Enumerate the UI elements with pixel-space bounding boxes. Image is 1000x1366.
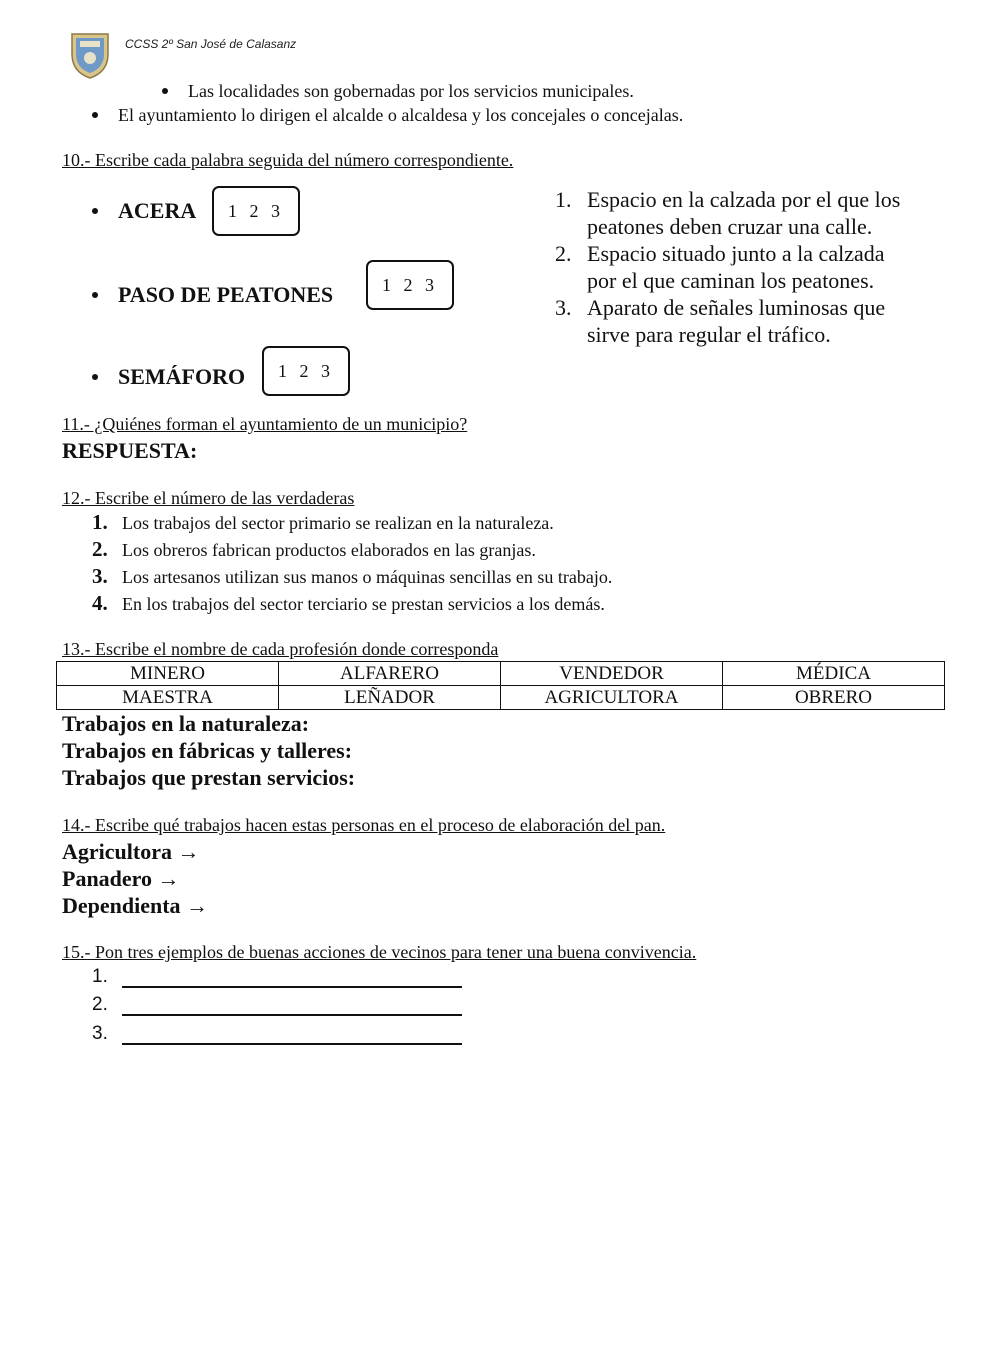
- q10-title: 10.- Escribe cada palabra seguida del número correspondiente.: [62, 150, 514, 170]
- table-cell: ALFARERO: [279, 662, 501, 686]
- q12-list: [92, 510, 892, 618]
- answer-line[interactable]: [122, 1027, 462, 1045]
- profession-table: [56, 661, 945, 710]
- table-cell: VENDEDOR: [501, 662, 723, 686]
- table-cell: LEÑADOR: [279, 686, 501, 710]
- q15-title: 15.- Pon tres ejemplos de buenas acciones de vecinos para tener una buena convivencia.: [62, 942, 697, 962]
- q10-item-semaforo: SEMÁFORO: [92, 364, 245, 390]
- category-servicios: Trabajos que prestan servicios:: [62, 765, 356, 790]
- q15-item-1: 1.: [92, 966, 462, 988]
- bullet-icon: [92, 112, 98, 118]
- q10-item-paso-peatones: PASO DE PEATONES: [92, 282, 333, 308]
- q13-title: 13.- Escribe el nombre de cada profesión donde corresponda: [62, 639, 499, 659]
- q12-item-3: 3. Los artesanos utilizan sus manos o máquinas sencillas en su trabajo.: [92, 564, 613, 588]
- definition-1: 1. Espacio en la calzada por el que los peatones deben cruzar una calle.: [555, 187, 901, 239]
- q12-item-4: 4. En los trabajos del sector terciario se prestan servicios a los demás.: [92, 591, 605, 615]
- bullet-icon: [92, 374, 98, 380]
- table-cell: OBRERO: [723, 686, 945, 710]
- q14-person-panadero: Panadero →: [62, 866, 180, 891]
- table-row: [57, 686, 945, 710]
- arrow-right-icon: →: [177, 839, 200, 864]
- header-school-name: CCSS 2º San José de Calasanz: [125, 37, 297, 51]
- table-cell: MAESTRA: [57, 686, 279, 710]
- arrow-right-icon: →: [157, 866, 180, 891]
- q10-definitions: [555, 186, 915, 348]
- category-naturaleza: Trabajos en la naturaleza:: [62, 711, 310, 736]
- school-crest-logo: [70, 32, 110, 80]
- q15-item-3: 3.: [92, 1023, 462, 1045]
- answer-line[interactable]: [122, 998, 462, 1016]
- q11-title: 11.- ¿Quiénes forman el ayuntamiento de un municipio?: [62, 414, 468, 434]
- q14-title: 14.- Escribe qué trabajos hacen estas personas en el proceso de elaboración del pan.: [62, 815, 666, 835]
- bullet-icon: [92, 208, 98, 214]
- intro-bullet-1: Las localidades son gobernadas por los servicios municipales.: [162, 80, 634, 102]
- table-cell: AGRICULTORA: [501, 686, 723, 710]
- choice-box-semaforo[interactable]: 1 2 3: [262, 346, 350, 396]
- choice-box-paso-peatones[interactable]: 1 2 3: [366, 260, 454, 310]
- q12-item-2: 2. Los obreros fabrican productos elaborados en las granjas.: [92, 537, 536, 561]
- answer-line[interactable]: [122, 970, 462, 988]
- definition-3: 3. Aparato de señales luminosas que sirve para regular el tráfico.: [555, 295, 886, 347]
- definition-2: 2. Espacio situado junto a la calzada por el que caminan los peatones.: [555, 241, 885, 293]
- q12-item-1: 1. Los trabajos del sector primario se realizan en la naturaleza.: [92, 510, 554, 534]
- q10-item-acera: ACERA: [92, 198, 196, 224]
- arrow-right-icon: →: [186, 893, 209, 918]
- q12-title: 12.- Escribe el número de las verdaderas: [62, 488, 355, 508]
- q11-answer-label: RESPUESTA:: [62, 438, 198, 463]
- bullet-icon: [162, 88, 168, 94]
- table-row: [57, 662, 945, 686]
- table-cell: MÉDICA: [723, 662, 945, 686]
- category-fabricas: Trabajos en fábricas y talleres:: [62, 738, 353, 763]
- q15-item-2: 2.: [92, 994, 462, 1016]
- table-cell: MINERO: [57, 662, 279, 686]
- choice-box-acera[interactable]: 1 2 3: [212, 186, 300, 236]
- q14-person-dependienta: Dependienta →: [62, 893, 209, 918]
- q14-person-agricultora: Agricultora →: [62, 839, 200, 864]
- intro-bullet-2: El ayuntamiento lo dirigen el alcalde o alcaldesa y los concejales o concejalas.: [92, 104, 683, 126]
- bullet-icon: [92, 292, 98, 298]
